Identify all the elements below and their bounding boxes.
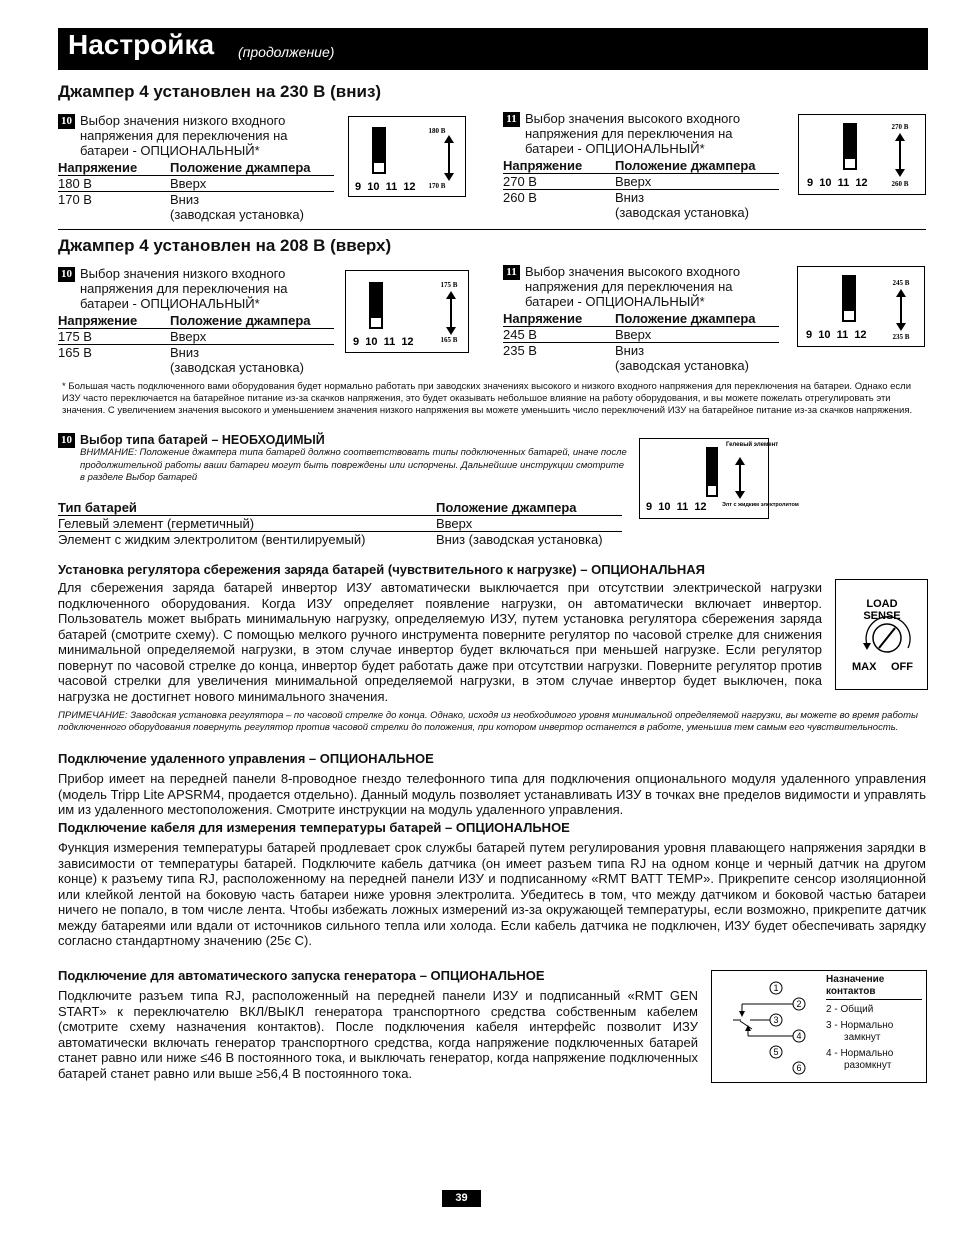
remote-heading: Подключение удаленного управления – ОПЦИОНАЛЬНОЕ <box>58 751 434 766</box>
s2-high-block <box>503 264 779 373</box>
footnote: * Большая часть подключенного вами оборудования будет нормально работать при заводских значениях высокого и низкого входного напряжения для переключения на батареи. Однако если ИЗУ часто переключается на батарейное питание из-за скачков напряжения, это будет оказывать небольшое влияние на работу оборудования, и вы можете пожелать отрегулировать эти значения. С увеличением значения высокого и уменьшением значения низкого напряжения вы можете уменьшить число переключений ИЗУ на батарейное питание из-за скачков напряжения. <box>62 381 913 416</box>
jumper-diagram <box>798 114 926 195</box>
col-header: Напряжение <box>58 313 170 329</box>
voltage-table <box>503 158 779 220</box>
option-number: 10 <box>58 433 75 448</box>
option-number: 10 <box>58 267 75 282</box>
load-heading: Установка регулятора сбережения заряда батарей (чувствительного к нагрузке) – ОПЦИОНАЛЬНАЯ <box>58 562 706 577</box>
pin-diagram <box>711 970 927 1083</box>
pin-legend-item: 4 - Нормально разомкнут <box>826 1048 894 1071</box>
load-note: ПРИМЕЧАНИЕ: Заводская установка регулятора – по часовой стрелке до конца. Однако, исходя из необходимого уровня минимальной определяемой нагрузки, вы можете во время работы подключенного оборудования повернуть регулятор против часовой стрелки до положения, при котором инвертор останется в работе, уменьшив тем самым его чувствительность. <box>58 710 918 733</box>
jumper-bottom-label: 260 В <box>891 180 909 188</box>
voltage-table <box>503 311 779 373</box>
jumper-diagram-svg <box>640 439 799 518</box>
dial-svg <box>836 580 927 689</box>
pin-number: 6 <box>796 1063 802 1073</box>
divider <box>58 229 926 230</box>
table-row: 270 В Вверх <box>503 174 779 190</box>
voltage-table <box>58 313 334 375</box>
page-number: 39 <box>442 1190 481 1207</box>
pin-legend-item: 2 - Общий <box>826 1004 874 1015</box>
jumper-diagram-svg <box>799 115 925 194</box>
battery-jumper-diagram <box>639 438 799 519</box>
battery-warning: ВНИМАНИЕ: Положение джампера типа батарей должно соответствовать типы подключенных батарей, иначе после продолжительной работы ваши батареи могут быть повреждены или испорчены. Дальнейшие инструкции смотрите в разделе Выбор батарей <box>80 447 627 483</box>
col-header: Положение джампера <box>170 313 334 329</box>
pin-number: 1 <box>773 983 779 993</box>
table-row: Элемент с жидким электролитом (вентилируемый) Вниз (заводская установка) <box>58 532 603 547</box>
option-number: 10 <box>58 114 75 129</box>
option-desc: Выбор значения низкого входного напряжения для переключения на батареи - ОПЦИОНАЛЬНЫЙ* <box>80 113 288 158</box>
jumper-diagram <box>345 270 469 353</box>
jumper-top-label: 175 В <box>440 281 458 289</box>
page-subtitle: (продолжение) <box>238 44 335 60</box>
battery-table <box>58 500 622 547</box>
option-number: 11 <box>503 112 520 127</box>
pin-number: 2 <box>796 999 802 1009</box>
jumper-numbers: 9 10 11 12 <box>806 329 867 341</box>
table-row: 170 В Вниз (заводская установка) <box>58 192 304 222</box>
col-header: Напряжение <box>503 311 615 327</box>
col-header: Напряжение <box>503 158 615 174</box>
s1-low-block <box>58 113 334 222</box>
voltage-table <box>58 160 334 222</box>
jumper-top-label: 270 В <box>891 123 909 131</box>
col-header: Напряжение <box>58 160 170 176</box>
table-row: 180 В Вверх <box>58 176 334 192</box>
battery-title: Выбор типа батарей – НЕОБХОДИМЫЙ <box>80 433 325 447</box>
jumper-diagram-svg <box>349 117 465 196</box>
pin-schematic <box>712 971 822 1082</box>
option-desc: Выбор значения высокого входного напряжения для переключения на батареи - ОПЦИОНАЛЬНЫЙ* <box>525 264 741 309</box>
page-title: Настройка <box>68 29 215 60</box>
option-desc: Выбор значения высокого входного напряжения для переключения на батареи - ОПЦИОНАЛЬНЫЙ* <box>525 111 741 156</box>
jumper-bottom-label: 235 В <box>892 333 910 341</box>
col-header: Положение джампера <box>436 500 622 516</box>
jumper-numbers: 9 10 11 12 <box>355 181 416 193</box>
col-header: Тип батарей <box>58 500 436 516</box>
load-text: Для сбережения заряда батарей инвертор ИЗУ автоматически выключается при отсутствии электрической нагрузки подключенного оборудования. Когда ИЗУ определяет появление нагрузки, он автоматически включает инвертор. Пользователь может выбрать минимальную нагрузку, определяемую ИЗУ, путем установка регулятора сбережения заряда батарей (смотрите схему). С помощью мелкого ручного инструмента поверните регулятор по часовой стрелке для снижения минимальной определяемой нагрузки, в этом случае инвертор будет включаться при меньшей нагрузке. Если регулятор повернут по часовой стрелке до конца, инвертор будет работать даже при отсутствии нагрузки. Поверните регулятор против часовой стрелки для увеличения минимальной определяемой нагрузки, в этом случае инвертор будет выключен, пока нагрузка не достигнет нового минимального значения. <box>58 580 822 704</box>
pin-number: 3 <box>773 1015 779 1025</box>
jumper-bottom-label: 170 В <box>428 182 446 190</box>
table-row: Гелевый элемент (герметичный) Вверх <box>58 516 622 532</box>
page-header <box>58 28 928 70</box>
col-header: Положение джампера <box>615 158 779 174</box>
s1-high-block <box>503 111 779 220</box>
jumper-bottom-label: Элт с жидким электролитом <box>722 502 799 508</box>
load-sense-dial <box>835 579 928 690</box>
table-row: 235 В Вниз (заводская установка) <box>503 343 749 373</box>
temp-heading: Подключение кабеля для измерения температуры батарей – ОПЦИОНАЛЬНОЕ <box>58 820 570 835</box>
jumper-numbers: 9 10 11 12 <box>646 501 707 513</box>
jumper-top-label: Гелевый элемент <box>726 442 779 448</box>
jumper-top-label: 245 В <box>892 279 910 287</box>
section2-heading: Джампер 4 установлен на 208 В (вверх) <box>58 236 392 255</box>
table-row: 175 В Вверх <box>58 329 334 345</box>
remote-text: Прибор имеет на передней панели 8-проводное гнездо телефонного типа для подключения опционального модуля удаленного управления (модель Tripp Lite APSRM4, продается отдельно). Данный модуль позволяет устанавливать ИЗУ в точках вне пределов видимости и управлять им из удаленного местоположения. Смотрите инструкции на модуль удаленного управления. <box>58 771 926 817</box>
section1-heading: Джампер 4 установлен на 230 В (вниз) <box>58 82 382 101</box>
jumper-diagram <box>797 266 925 347</box>
dial-max: MAX <box>852 661 877 673</box>
gen-heading: Подключение для автоматического запуска генератора – ОПЦИОНАЛЬНОЕ <box>58 968 545 983</box>
temp-text: Функция измерения температуры батарей продлевает срок службы батарей путем регулирования уровня плавающего напряжения зарядки в зависимости от температуры батарей. Подключите кабель датчика (он имеет разъем типа RJ на одном конце и черный датчик на другом конце) к разъему типа RJ, расположенному на передней панели ИЗУ и подписанному «RMT BATT TEMP». Прикрепите сенсор изоляционной или клейкой лентой на боковую часть батареи ниже уровня электролита. Убедитесь в том, что между датчиком и боковой частью батареи ничего не попало, в том числе лента. Чтобы избежать ложных измерений из-за окружающей температуры, если возможно, прикрепите датчик между батареями или вдали от источников сильного тепла или холода. Если кабель датчика не подключен, ИЗУ будет обеспечивать зарядку согласно стандартному значению (25є C). <box>58 840 926 948</box>
dial-label: SENSE <box>863 610 901 622</box>
jumper-numbers: 9 10 11 12 <box>807 177 868 189</box>
jumper-diagram <box>348 116 466 197</box>
option-desc: Выбор значения низкого входного напряжения для переключения на батареи - ОПЦИОНАЛЬНЫЙ* <box>80 266 288 311</box>
table-row: 245 В Вверх <box>503 327 779 343</box>
dial-label: LOAD <box>866 598 898 610</box>
pin-legend-title: Назначение контактов <box>826 974 922 1000</box>
battery-block <box>58 433 628 485</box>
option-number: 11 <box>503 265 520 280</box>
jumper-diagram-svg <box>798 267 924 346</box>
gen-text: Подключите разъем типа RJ, расположенный на передней панели ИЗУ и подписанный «RMT GEN START» к переключателю ВКЛ/ВЫКЛ генератора транспортного средства собственным кабелем (смотрите схему назначения контактов). После подключения кабеля интерфейс позволит ИЗУ автоматически включать генератор транспортного средства, когда напряжение подключенных батарей станет равно или ниже ≤46 В постоянного тока, и выключать генератор, когда напряжение подключенных батарей станет равно или выше ≥56,4 В постоянного тока. <box>58 988 698 1081</box>
pin-number: 4 <box>796 1031 802 1041</box>
s2-low-block <box>58 266 334 375</box>
col-header: Положение джампера <box>615 311 779 327</box>
pin-legend <box>826 974 922 1072</box>
pin-number: 5 <box>773 1047 779 1057</box>
jumper-diagram-svg <box>346 271 468 352</box>
col-header: Положение джампера <box>170 160 334 176</box>
table-row: 260 В Вниз (заводская установка) <box>503 190 749 220</box>
jumper-bottom-label: 165 В <box>440 336 458 344</box>
pin-legend-item: 3 - Нормально замкнут <box>826 1020 894 1043</box>
table-row: 165 В Вниз (заводская установка) <box>58 345 304 375</box>
jumper-numbers: 9 10 11 12 <box>353 336 414 348</box>
dial-off: OFF <box>891 661 913 673</box>
jumper-top-label: 180 В <box>428 127 446 135</box>
